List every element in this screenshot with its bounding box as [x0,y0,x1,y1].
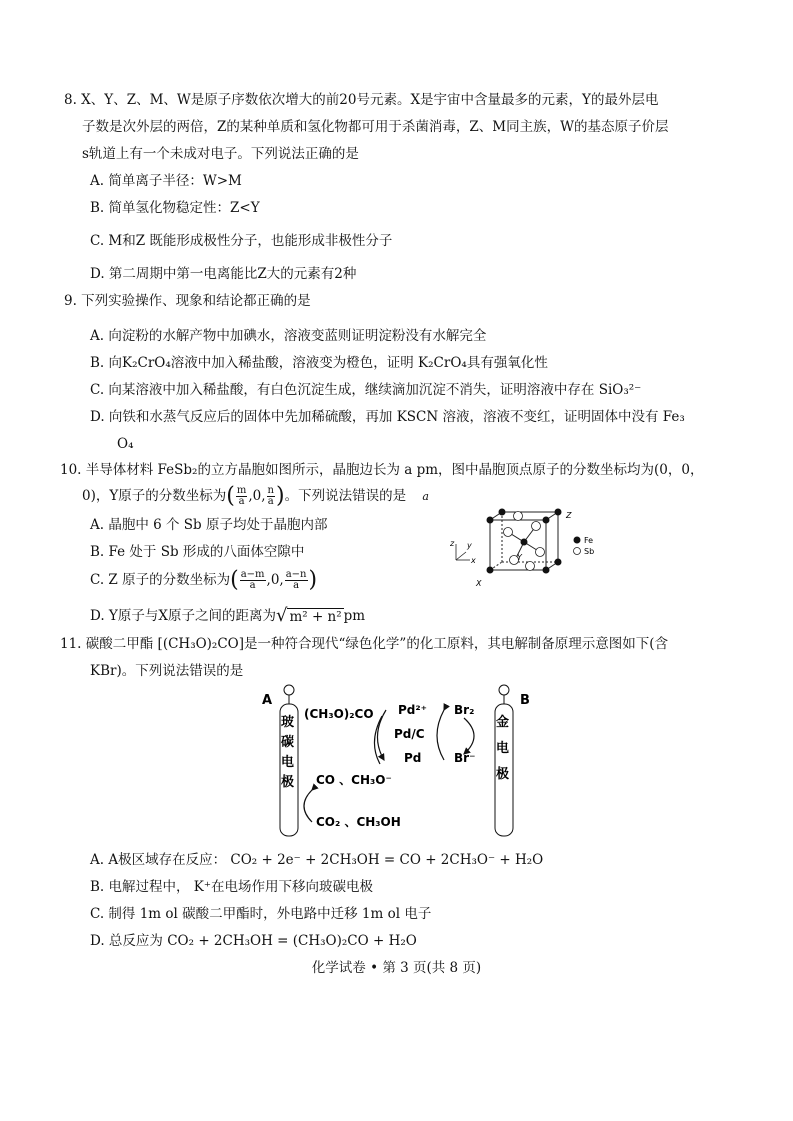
species-br2: Br₂ [454,703,475,717]
q9-option-d-line2: O₄ [117,436,134,452]
q9-option-a: A. 向淀粉的水解产物中加碘水，溶液变蓝则证明淀粉没有水解完全 [90,328,487,344]
q9-option-b: B. 向K₂CrO₄溶液中加入稀盐酸，溶液变为橙色，证明 K₂CrO₄具有强氧化性 [90,355,548,371]
electrolysis-figure [258,682,543,842]
q8-stem-line2: 子数是次外层的两倍，Z的某种单质和氢化物都可用于杀菌消毒，Z、M同主族，W的基态原子价层 [82,119,669,135]
legend-sb: Sb [584,547,595,556]
right-electrode-char-2: 电 [496,741,510,756]
left-electrode-char-1: 玻 [281,715,295,730]
left-electrode-char-4: 极 [281,775,295,790]
fraction-m-over-a: $\frac{m}{a}$ [236,485,247,507]
q10-option-c: C. Z 原子的分数坐标为( $\frac{a-m}{a}$ ,0, $\frac{a-n}{a}$ ) [90,567,318,593]
axis-label-x: x [471,556,476,565]
q8-stem-line1: 8. X、Y、Z、M、W是原子序数依次增大的前20号元素。X是宇宙中含量最多的元素，Y的最外层电 [64,92,659,108]
species-pdc: Pd/C [394,727,425,741]
species-pd: Pd [404,751,422,765]
q10-option-b: B. Fe 处于 Sb 形成的八面体空隙中 [90,544,305,560]
right-electrode-char-1: 金 [496,715,510,730]
fraction-n-over-a: $\frac{n}{a}$ [267,485,274,507]
q9-stem: 9. 下列实验操作、现象和结论都正确的是 [64,293,311,309]
q8-option-d: D. 第二周期中第一电离能比Z大的元素有2种 [90,266,357,282]
q11-option-c: C. 制得 1m ol 碳酸二甲酯时，外电路中迁移 1m ol 电子 [90,906,432,922]
q8-option-a: A. 简单离子半径：W>M [90,173,242,189]
q8-option-c: C. M和Z 既能形成极性分子，也能形成非极性分子 [90,233,393,249]
q9-option-c: C. 向某溶液中加入稀盐酸，有白色沉淀生成，继续滴加沉淀不消失，证明溶液中存在 SiO₃²⁻ [90,382,642,398]
sqrt-expression: √ m² + n² [275,605,342,626]
q11-option-b: B. 电解过程中， K⁺在电场作用下移向玻碳电极 [90,879,374,895]
axis-label-z: z [450,539,455,548]
page-footer: 化学试卷 • 第 3 页(共 8 页) [311,960,482,976]
species-pd2: Pd²⁺ [398,703,427,717]
label-electrode-b: B [520,693,530,708]
species-co2-ch3oh: CO₂ 、CH₃OH [316,815,401,829]
q10-option-a: A. 晶胞中 6 个 Sb 原子均处于晶胞内部 [90,517,328,533]
fraction-a-minus-n: $\frac{a-n}{a}$ [285,569,307,591]
left-electrode-char-2: 碳 [281,735,295,750]
axis-label-y: y [467,541,472,550]
q10-option-d: D. Y原子与X原子之间的距离为√ m² + n² pm [90,602,365,631]
q11-stem-line2: KBr)。下列说法错误的是 [90,663,244,679]
figure-edge-label-a: a [422,490,429,503]
fraction-a-minus-m: $\frac{a-m}{a}$ [240,569,265,591]
species-brm: Br⁻ [454,751,476,765]
q9-option-d-line1: D. 向铁和水蒸气反应后的固体中先加稀硫酸，再加 KSCN 溶液，溶液不变红，证明固体中没有 Fe₃ [90,409,685,425]
species-dmc: (CH₃O)₂CO [304,707,374,721]
legend-fe: Fe [584,536,594,545]
right-electrode-char-3: 极 [496,767,510,782]
q10-stem-line1: 10. 半导体材料 FeSb₂的立方晶胞如图所示，晶胞边长为 a pm，图中晶胞顶点原子的分数坐标均为(0，0， [60,462,704,478]
q11-stem-line1: 11. 碳酸二甲酯 [(CH₃O)₂CO]是一种符合现代“绿色化学”的化工原料，其电解制备原理示意图如下(含 [60,636,669,652]
crystal-cell-figure [440,490,620,590]
atom-label-Y: Y [517,553,522,562]
q11-option-a: A. A极区域存在反应： CO₂ + 2e⁻ + 2CH₃OH = CO + 2CH₃O⁻ + H₂O [90,852,544,868]
species-co-ch3o: CO 、CH₃O⁻ [316,773,392,787]
q10-stem-line2: 0)，Y原子的分数坐标为( $\frac{m}{a}$ ,0, $\frac{n}{a}$ )。下列说法错误的是 a [82,483,429,509]
q8-option-b: B. 简单氢化物稳定性：Z<Y [90,200,260,216]
atom-label-X: X [476,579,482,588]
q8-stem-line3: s轨道上有一个未成对电子。下列说法正确的是 [82,146,359,162]
q11-option-d: D. 总反应为 CO₂ + 2CH₃OH = (CH₃O)₂CO + H₂O [90,933,417,949]
left-electrode-char-3: 电 [281,755,295,770]
atom-label-Z: Z [566,511,572,520]
label-electrode-a: A [262,693,273,708]
